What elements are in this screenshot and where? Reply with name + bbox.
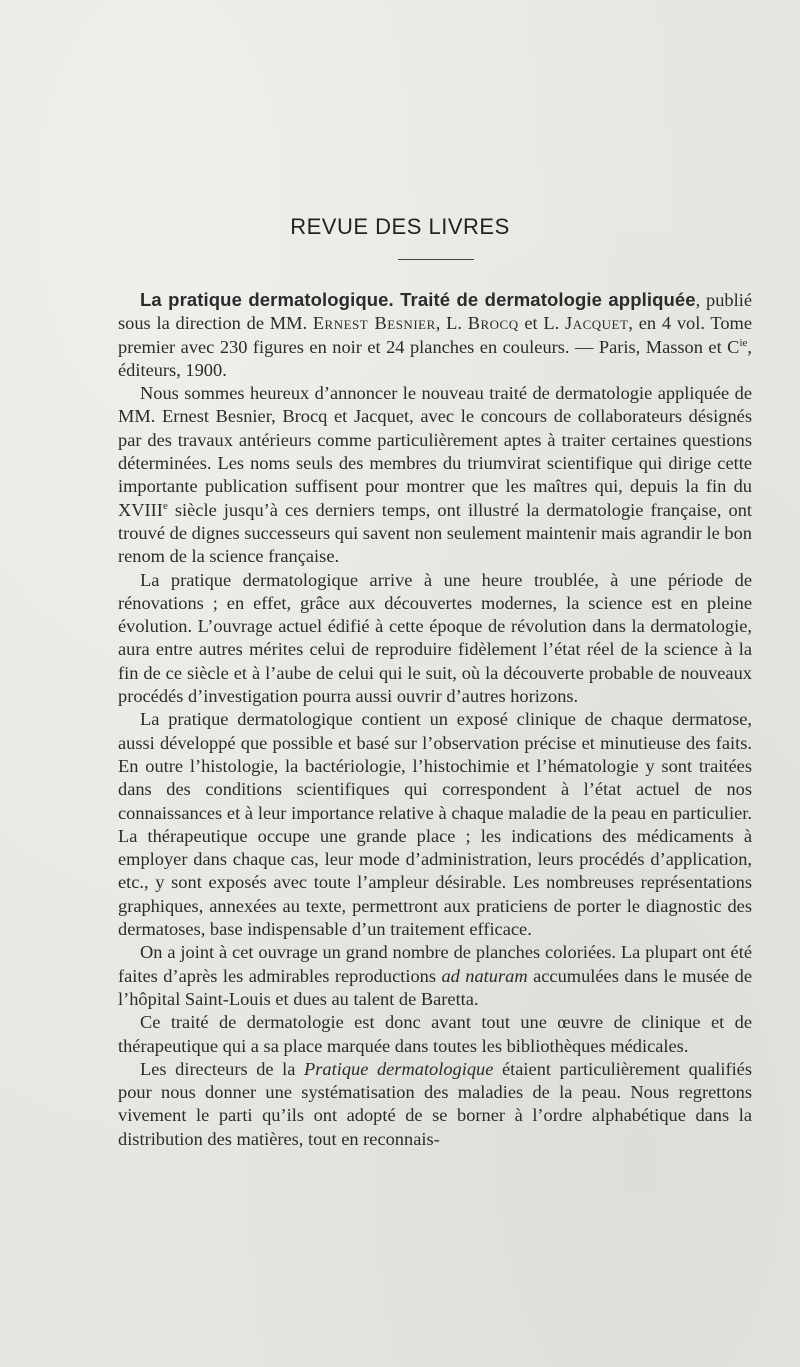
- superscript: e: [162, 499, 168, 512]
- superscript: ie: [739, 336, 748, 349]
- heading-rule: [398, 259, 474, 260]
- citation-text: , publié sous la direction de MM.: [118, 290, 752, 334]
- paragraph-text: Nous sommes heureux d’annoncer le nouveau traité de dermatologie appliquée de MM. Ernest Besnier, Brocq et Jacquet, avec le concours de collaborateurs désignés par des travaux antérieurs comme particulièrement aptes à traiter certaines questions déterminées. Les noms seuls des membres du triumvirat scientifique qui dirige cette importante publication suffisent pour montrer que les maîtres qui, depuis la fin du XVIII: [118, 383, 752, 520]
- paragraph-text: siècle jusqu’à ces derniers temps, ont illustré la dermatologie française, ont trouvé de dignes successeurs qui savent non seulement maintenir mais agrandir le bon renom de la science française.: [118, 499, 752, 567]
- author-name: Ernest Besnier: [312, 313, 436, 334]
- review-body: [118, 288, 752, 1151]
- paragraph: [118, 1058, 752, 1151]
- paragraph: [118, 382, 752, 568]
- citation-text: , L.: [435, 313, 468, 334]
- citation-text: et L.: [518, 313, 566, 334]
- italic-text: Pratique dermatologique: [304, 1058, 494, 1079]
- section-heading: REVUE DES LIVRES: [290, 214, 510, 239]
- paragraph-text: accumulées dans le musée de l’hôpital Saint-Louis et dues au talent de Baretta.: [118, 965, 753, 1009]
- citation-paragraph: [118, 288, 752, 382]
- citation-text: , en 4 vol. Tome premier avec 230 figures en noir et 24 planches en couleurs. — Paris, Masson et C: [118, 313, 752, 357]
- citation-text: , éditeurs, 1900.: [118, 336, 752, 380]
- italic-text: ad naturam: [441, 965, 528, 986]
- paragraph-text: étaient particulièrement qualifiés pour nous donner une systématisation des maladies de la peau. Nous regrettons vivement le parti qu’ils ont adopté de se borner à l’ordre alphabétique dans la distribution des matières, tout en reconnais-: [118, 1058, 752, 1149]
- author-name: Brocq: [467, 313, 519, 334]
- paragraph-text: On a joint à cet ouvrage un grand nombre de planches coloriées. La plupart ont été faites d’après les admirables reproductions: [118, 942, 752, 986]
- author-name: Jacquet: [565, 313, 629, 334]
- paragraph: [118, 941, 752, 1011]
- paragraph: La pratique dermatologique arrive à une heure troublée, à une période de rénovations ; en effet, grâce aux découvertes modernes, la science est en pleine évolution. L’ouvrage actuel édifié à cette époque de révolution dans la dermatologie, aura entre autres mérites celui de reproduire fidèlement l’état réel de la science à la fin de ce siècle et à l’aube de celui qui le suit, où la découverte probable de nouveaux procédés d’investigation pourra aussi ouvrir d’autres horizons.: [118, 569, 752, 707]
- paragraph: La pratique dermatologique contient un exposé clinique de chaque dermatose, aussi développé que possible et basé sur l’observation précise et minutieuse des faits. En outre l’histologie, la bactériologie, l’histochimie et l’hématologie y sont traitées dans des conditions scientifiques qui correspondent à l’état actuel de nos connaissances et à leur importance relative à chaque maladie de la peau en particulier. La thérapeutique occupe une grande place ; les indications des médicaments à employer dans chaque cas, leur mode d’administration, leurs procédés d’application, etc., y sont exposés avec toute l’ampleur désirable. Les nombreuses représentations graphiques, annexées au texte, permettront aux praticiens de porter le diagnostic des dermatoses, base indispensable d’un traitement efficace.: [118, 709, 752, 940]
- paragraph-text: Les directeurs de la: [140, 1058, 305, 1079]
- paragraph: Ce traité de dermatologie est donc avant tout une œuvre de clinique et de thérapeutique qui a sa place marquée dans toutes les bibliothèques médicales.: [118, 1012, 752, 1056]
- book-title: La pratique dermatologique. Traité de dermatologie appliquée: [140, 289, 696, 310]
